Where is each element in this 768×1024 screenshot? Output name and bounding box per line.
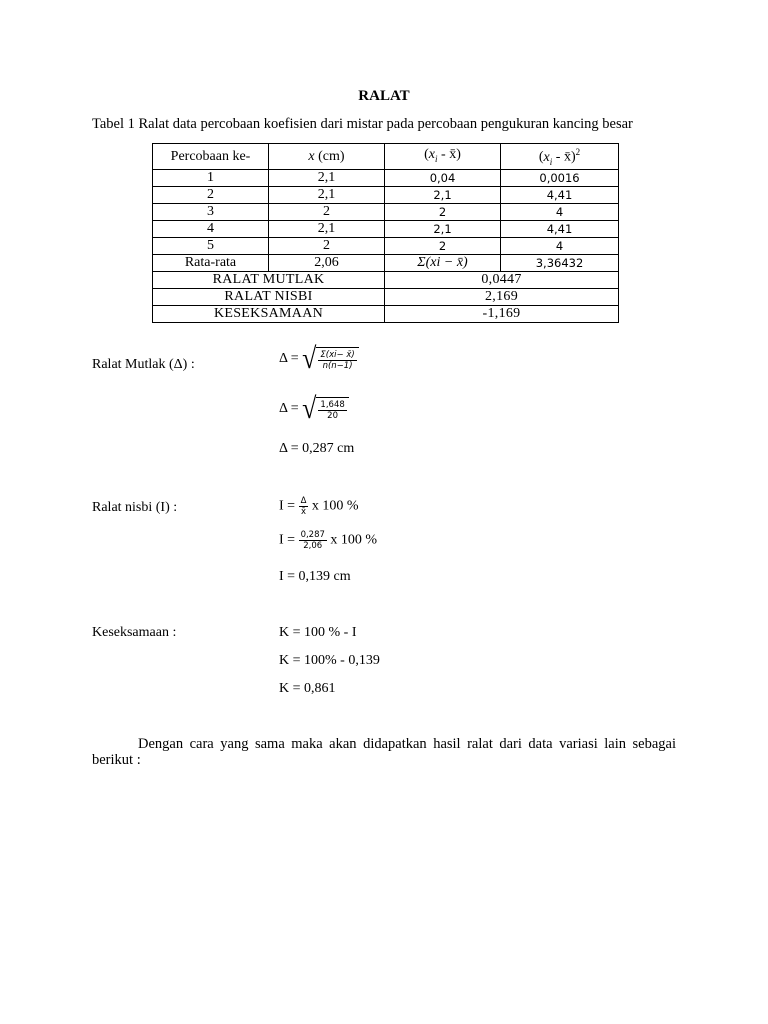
table-summary-row (153, 289, 619, 306)
ralat-table (152, 143, 619, 323)
step-rhs: x 100 % (330, 532, 378, 548)
cell-x: 2,1 (269, 221, 385, 238)
cell-deviation-squared: 4 (501, 204, 619, 221)
table-summary-row (153, 306, 619, 323)
step-numerator: 0,287 (300, 530, 325, 540)
sqrt-symbol: √ $\frac{\Sigma(xi- x̄)}{n(n-1)}$ (302, 346, 359, 372)
cell-deviation-squared: 4 (501, 238, 619, 255)
table-header-row (153, 144, 619, 170)
step-lhs: I = (279, 532, 296, 548)
formula-denominator: n(n−1) (322, 361, 353, 371)
cell-deviation: 0,04 (385, 170, 501, 187)
formula-lhs: I = (279, 498, 296, 514)
cell-deviation: 2,1 (385, 221, 501, 238)
step-lhs: Δ = (279, 401, 299, 417)
ralat-mutlak-label: Ralat Mutlak (Δ) : (92, 357, 195, 372)
table-row (153, 170, 619, 187)
ralat-nisbi-formula (279, 496, 359, 517)
table-row (153, 187, 619, 204)
step-numerator: 1,648 (320, 400, 345, 410)
header-x: x (cm) (269, 144, 385, 170)
keseksamaan-line-2: K = 100% - 0,139 (279, 653, 380, 668)
header-deviation: ($x_i$ - x̄) (385, 144, 501, 170)
summary-value-keseksamaan: -1,169 (385, 306, 619, 323)
cell-sum-label: Σ(xi − x̄) (385, 255, 501, 272)
sqrt-symbol: √ $\frac{1,648}{20}$ (302, 396, 349, 422)
ralat-mutlak-result: Δ = 0,287 cm (279, 441, 355, 456)
summary-value-ralat-nisbi: 2,169 (385, 289, 619, 306)
formula-lhs: Δ = (279, 351, 299, 367)
step-denominator: 2,06 (303, 541, 323, 551)
table-row (153, 238, 619, 255)
cell-deviation-squared: 4,41 (501, 187, 619, 204)
table-caption: Tabel 1 Ralat data percobaan koefisien dari mistar pada percobaan pengukuran kancing besar (92, 116, 633, 132)
cell-mean-label: Rata-rata (153, 255, 269, 272)
cell-trial: 1 (153, 170, 269, 187)
table-summary-row (153, 272, 619, 289)
summary-label-ralat-mutlak: RALAT MUTLAK (153, 272, 385, 289)
cell-x: 2,1 (269, 170, 385, 187)
table-row (153, 204, 619, 221)
ralat-nisbi-step (279, 530, 377, 551)
cell-trial: 3 (153, 204, 269, 221)
step-denominator: 20 (327, 411, 338, 421)
summary-label-keseksamaan: KESEKSAMAAN (153, 306, 385, 323)
cell-deviation: 2,1 (385, 187, 501, 204)
page-title: RALAT (358, 88, 410, 104)
cell-x: 2 (269, 238, 385, 255)
keseksamaan-label: Keseksamaan : (92, 625, 177, 640)
ralat-nisbi-result: I = 0,139 cm (279, 569, 351, 584)
cell-trial: 5 (153, 238, 269, 255)
keseksamaan-line-3: K = 0,861 (279, 681, 336, 696)
cell-trial: 2 (153, 187, 269, 204)
cell-deviation: 2 (385, 204, 501, 221)
step-fraction (299, 530, 327, 551)
cell-deviation: 2 (385, 238, 501, 255)
header-deviation-squared: ($x_i$ - x̄)$^2$ (501, 144, 619, 170)
closing-paragraph: Dengan cara yang sama maka akan didapatkan hasil ralat dari data variasi lain sebagai berikut : (92, 736, 676, 768)
formula-denominator: x̄ (300, 507, 306, 517)
summary-value-ralat-mutlak: 0,0447 (385, 272, 619, 289)
cell-deviation-squared: 0,0016 (501, 170, 619, 187)
cell-sum-value: 3,36432 (501, 255, 619, 272)
formula-numerator: Δ (300, 496, 307, 506)
cell-mean-x: 2,06 (269, 255, 385, 272)
table-row (153, 221, 619, 238)
table-mean-row (153, 255, 619, 272)
summary-label-ralat-nisbi: RALAT NISBI (153, 289, 385, 306)
ralat-mutlak-step (279, 391, 349, 426)
cell-x: 2,1 (269, 187, 385, 204)
ralat-nisbi-label: Ralat nisbi (I) : (92, 500, 178, 515)
keseksamaan-line-1: K = 100 % - I (279, 625, 357, 640)
ralat-mutlak-formula (279, 341, 359, 376)
cell-deviation-squared: 4,41 (501, 221, 619, 238)
header-percobaan: Percobaan ke- (153, 144, 269, 170)
formula-numerator: Σ(xi− x̄) (320, 350, 355, 360)
cell-x: 2 (269, 204, 385, 221)
formula-rhs: x 100 % (311, 498, 359, 514)
cell-trial: 4 (153, 221, 269, 238)
formula-fraction (299, 496, 309, 517)
